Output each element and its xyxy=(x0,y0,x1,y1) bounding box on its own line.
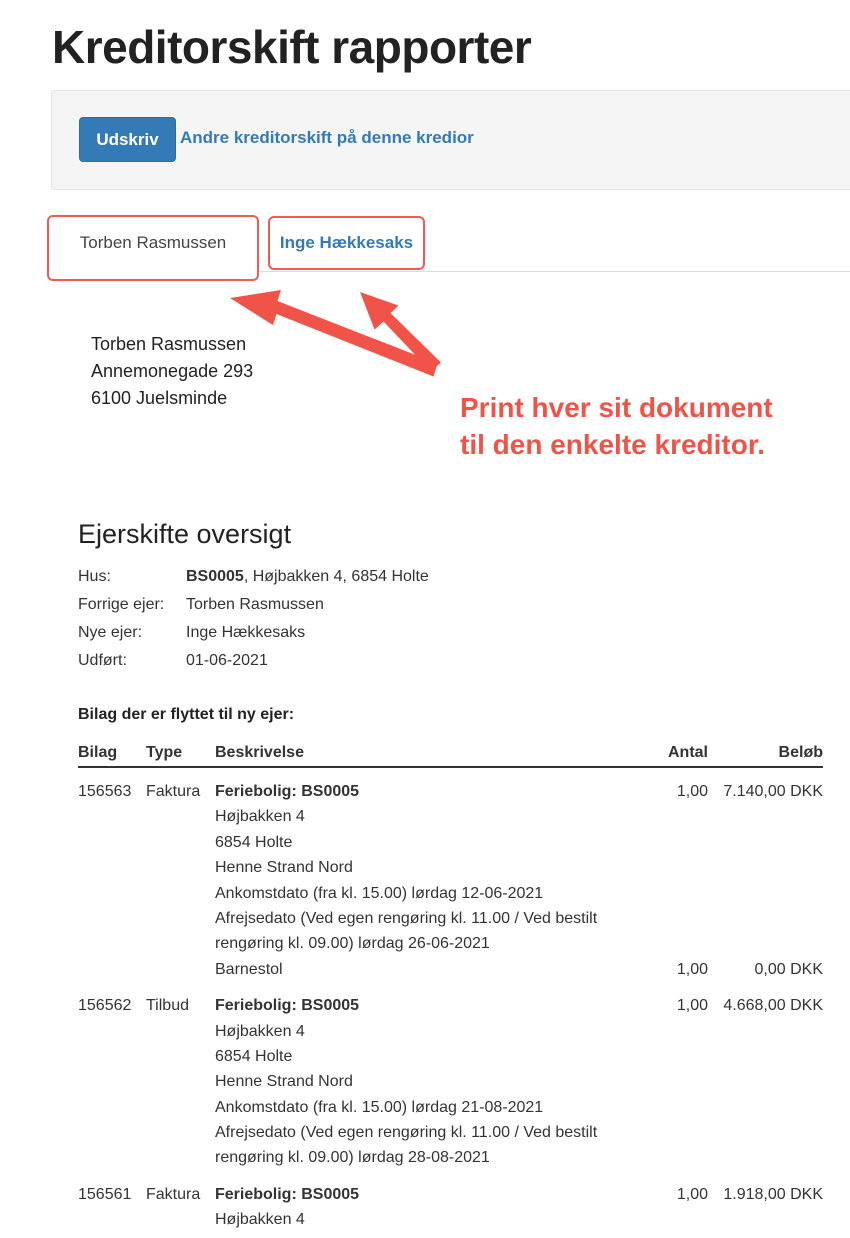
address-street: Annemonegade 293 xyxy=(91,361,254,381)
table-line xyxy=(78,881,823,906)
table-line xyxy=(78,1207,823,1232)
annotation-line-2: til den enkelte kreditor. xyxy=(460,429,765,460)
table-line xyxy=(78,957,823,982)
cell-description: rengøring kl. 09.00) lørdag 28-08-2021 xyxy=(215,1149,490,1167)
cell-type: Faktura xyxy=(146,783,201,800)
new-owner-value: Inge Hækkesaks xyxy=(186,624,306,641)
moved-documents-title: Bilag der er flyttet til ny ejer: xyxy=(78,706,295,723)
col-desc-header: Beskrivelse xyxy=(215,744,304,761)
col-type-header: Type xyxy=(146,744,183,761)
cell-description: 6854 Holte xyxy=(215,833,293,851)
other-creditor-changes-link[interactable]: Andre kreditorskift på denne kredior xyxy=(180,128,474,147)
col-antal-header: Antal xyxy=(668,744,708,761)
cell-description: Henne Strand Nord xyxy=(215,1073,353,1091)
cell-description: rengøring kl. 09.00) lørdag 26-06-2021 xyxy=(215,935,490,953)
print-button[interactable]: Udskriv xyxy=(79,117,176,162)
table-row xyxy=(78,779,823,982)
col-bilag-header: Bilag xyxy=(78,744,118,761)
table-line xyxy=(78,1069,823,1094)
hus-code: BS0005 xyxy=(186,568,244,585)
cell-description xyxy=(215,1182,359,1207)
col-belob-header: Beløb xyxy=(778,744,823,761)
new-owner-label: Nye ejer: xyxy=(78,624,143,641)
cell-description-bold: Feriebolig: BS0005 xyxy=(215,997,360,1015)
row-gap xyxy=(78,768,823,779)
table-line xyxy=(78,1145,823,1170)
cell-description: Højbakken 4 xyxy=(215,1211,305,1229)
hus-value xyxy=(186,563,429,591)
cell-bilag: 156563 xyxy=(78,783,132,800)
table-row xyxy=(78,993,823,1171)
page-title: Kreditorskift rapporter xyxy=(52,21,532,73)
prev-owner-value: Torben Rasmussen xyxy=(186,596,324,613)
cell-bilag: 156561 xyxy=(78,1185,132,1203)
table-body xyxy=(78,768,823,1233)
table-line xyxy=(78,1044,823,1069)
cell-type: Tilbud xyxy=(146,997,189,1015)
cell-belob: 4.668,00 DKK xyxy=(723,997,823,1015)
table-line xyxy=(78,804,823,829)
cell-antal: 1,00 xyxy=(676,1185,708,1203)
table-line xyxy=(78,830,823,855)
cell-bilag: 156562 xyxy=(78,997,132,1015)
cell-antal: 1,00 xyxy=(676,997,708,1015)
table-line xyxy=(78,931,823,956)
overview-title: Ejerskifte oversigt xyxy=(78,519,292,549)
cell-description: Barnestol xyxy=(215,960,283,978)
table-header xyxy=(78,741,823,768)
cell-description: Ankomstdato (fra kl. 15.00) lørdag 12-06-2021 xyxy=(215,884,544,902)
cell-description: Afrejsedato (Ved egen rengøring kl. 11.00 / Ved bestilt xyxy=(215,909,598,927)
table-line xyxy=(78,993,823,1018)
table-line xyxy=(78,779,823,804)
done-date: 01-06-2021 xyxy=(186,652,268,669)
prev-owner-label: Forrige ejer: xyxy=(78,596,165,613)
cell-belob: 0,00 DKK xyxy=(754,960,823,978)
row-gap xyxy=(78,1171,823,1182)
annotation-callout xyxy=(460,389,773,463)
table-line xyxy=(78,1120,823,1145)
cell-type: Faktura xyxy=(146,1185,201,1203)
cell-description: Højbakken 4 xyxy=(215,1022,305,1040)
cell-description: Højbakken 4 xyxy=(215,808,305,826)
cell-antal: 1,00 xyxy=(676,960,708,978)
cell-description: Ankomstdato (fra kl. 15.00) lørdag 21-08-2021 xyxy=(215,1098,544,1116)
table-line xyxy=(78,1095,823,1120)
row-gap xyxy=(78,982,823,993)
tab-torben-rasmussen[interactable]: Torben Rasmussen xyxy=(47,215,259,281)
cell-description: Henne Strand Nord xyxy=(215,859,353,877)
moved-documents-table xyxy=(78,741,823,1233)
hus-label: Hus: xyxy=(78,568,111,585)
hus-address: , Højbakken 4, 6854 Holte xyxy=(243,568,429,585)
cell-description xyxy=(215,993,359,1018)
cell-description-bold: Feriebolig: BS0005 xyxy=(215,783,360,800)
tab-inge-haekkesaks[interactable]: Inge Hækkesaks xyxy=(268,216,425,270)
table-line xyxy=(78,855,823,880)
table-line xyxy=(78,1182,823,1207)
cell-description: 6854 Holte xyxy=(215,1047,293,1065)
cell-antal: 1,00 xyxy=(676,783,708,800)
table-line xyxy=(78,1019,823,1044)
cell-description xyxy=(215,779,359,804)
table-row xyxy=(78,1182,823,1233)
cell-belob: 1.918,00 DKK xyxy=(723,1185,823,1203)
cell-description-bold: Feriebolig: BS0005 xyxy=(215,1185,360,1203)
table-line xyxy=(78,906,823,931)
cell-belob: 7.140,00 DKK xyxy=(723,783,823,800)
address-name: Torben Rasmussen xyxy=(91,334,247,354)
done-label: Udført: xyxy=(78,652,127,669)
address-city: 6100 Juelsminde xyxy=(91,388,228,408)
annotation-line-1: Print hver sit dokument xyxy=(460,392,773,423)
cell-description: Afrejsedato (Ved egen rengøring kl. 11.00 / Ved bestilt xyxy=(215,1124,598,1142)
